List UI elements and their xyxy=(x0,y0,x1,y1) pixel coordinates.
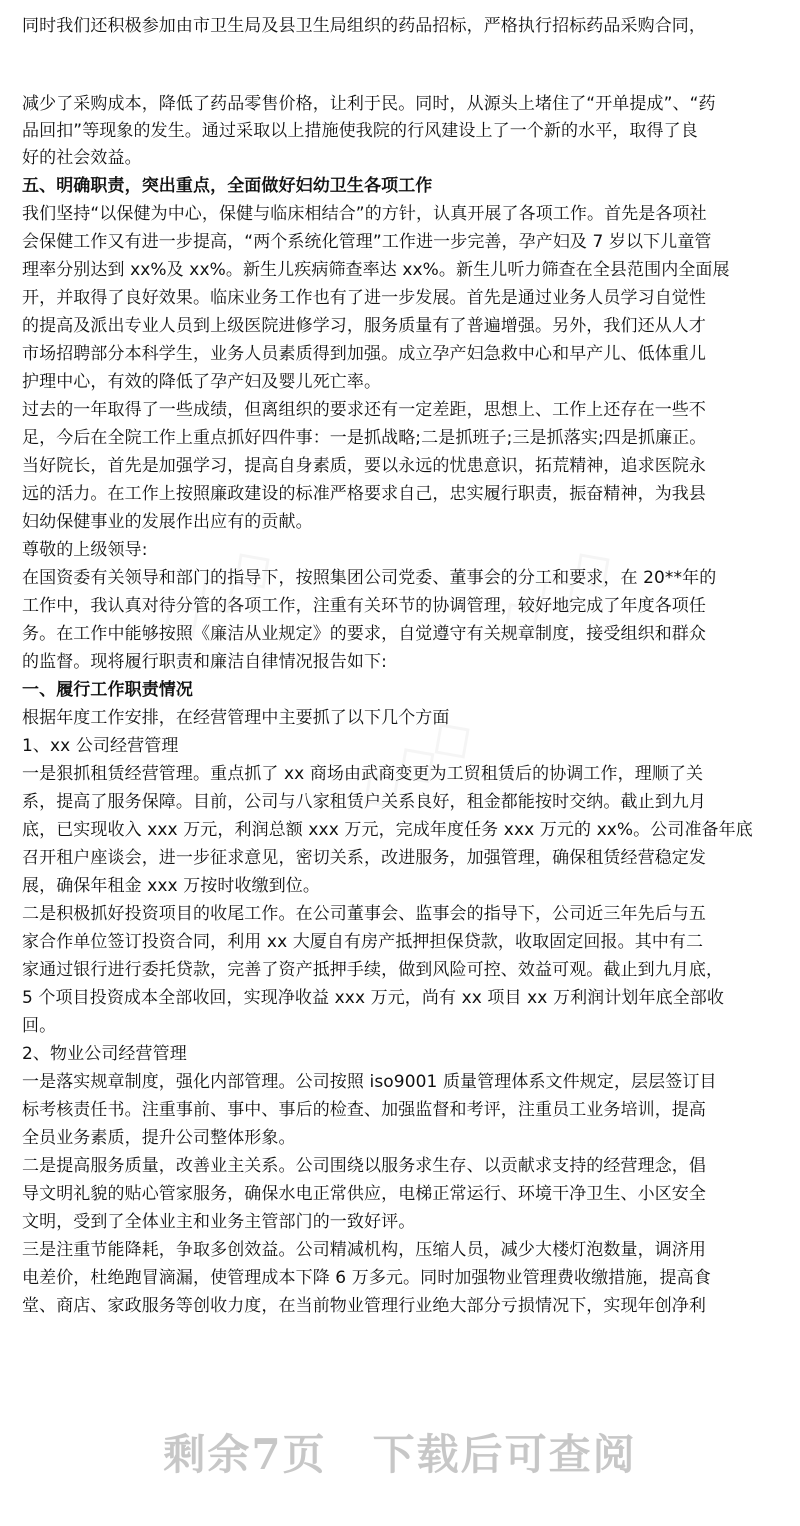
text-line: 展，确保年租金 xxx 万按时收缴到位。 xyxy=(22,876,320,896)
text-line: 减少了采购成本，降低了药品零售价格，让利于民。同时，从源头上堵住了“开单提成”、“药 xyxy=(22,94,716,114)
text-line: 1、xx 公司经营管理 xyxy=(22,736,179,756)
text-line: 开，并取得了良好效果。临床业务工作也有了进一步发展。首先是通过业务人员学习自觉性 xyxy=(22,288,706,308)
text-line: 远的活力。在工作上按照廉政建设的标准严格要求自己，忠实履行职责，振奋精神，为我县 xyxy=(22,484,706,504)
text-line: 全员业务素质，提升公司整体形象。 xyxy=(22,1128,296,1148)
text-line: 二是提高服务质量，改善业主关系。公司围绕以服务求生存、以贡献求支持的经营理念，倡 xyxy=(22,1156,706,1176)
text-line: 根据年度工作安排，在经营管理中主要抓了以下几个方面 xyxy=(22,708,450,728)
text-line: 同时我们还积极参加由市卫生局及县卫生局组织的药品招标，严格执行招标药品采购合同， xyxy=(22,16,706,36)
text-line: 文明，受到了全体业主和业务主管部门的一致好评。 xyxy=(22,1212,416,1232)
text-line: 家通过银行进行委托贷款，完善了资产抵押手续，做到风险可控、效益可观。截止到九月底， xyxy=(22,960,724,980)
remaining-pages-label: 剩余7页 xyxy=(163,1430,327,1479)
partial-top-line xyxy=(22,0,792,5)
text-line: 会保健工作又有进一步提高，“两个系统化管理”工作进一步完善，孕产妇及 7 岁以下儿童管 xyxy=(22,232,712,252)
text-line: 二是积极抓好投资项目的收尾工作。在公司董事会、监事会的指导下，公司近三年先后与五 xyxy=(22,904,706,924)
text-line: 尊敬的上级领导: xyxy=(22,540,148,560)
text-line: 理率分别达到 xx%及 xx%。新生儿疾病筛查率达 xx%。新生儿听力筛查在全县范围内全面展 xyxy=(22,260,730,280)
download-prompt-label: 下载后可查阅 xyxy=(372,1430,637,1479)
text-line: 当好院长，首先是加强学习，提高自身素质，要以永远的忧患意识，拓荒精神，追求医院永 xyxy=(22,456,706,476)
text-line: 底，已实现收入 xxx 万元，利润总额 xxx 万元，完成年度任务 xxx 万元的 xx%。公司准备年底 xyxy=(22,820,753,840)
section-heading: 一、履行工作职责情况 xyxy=(22,680,193,700)
text-line: 一是狠抓租赁经营管理。重点抓了 xx 商场由武商变更为工贸租赁后的协调工作，理顺了关 xyxy=(22,764,704,784)
text-line: 过去的一年取得了一些成绩，但离组织的要求还有一定差距，思想上、工作上还存在一些不 xyxy=(22,400,706,420)
text-line: 一是落实规章制度，强化内部管理。公司按照 iso9001 质量管理体系文件规定，层层签订目 xyxy=(22,1072,717,1092)
section-heading: 五、明确职责，突出重点，全面做好妇幼卫生各项工作 xyxy=(22,176,433,196)
text-line: 5 个项目投资成本全部收回，实现净收益 xxx 万元，尚有 xx 项目 xx 万利润计划年底全部收 xyxy=(22,988,724,1008)
text-line: 2、物业公司经营管理 xyxy=(22,1044,187,1064)
text-line: 务。在工作中能够按照《廉洁从业规定》的要求，自觉遵守有关规章制度，接受组织和群众 xyxy=(22,624,706,644)
text-line: 工作中，我认真对待分管的各项工作，注重有关环节的协调管理，较好地完成了年度各项任 xyxy=(22,596,706,616)
text-line: 三是注重节能降耗，争取多创效益。公司精减机构，压缩人员，减少大楼灯泡数量，调济用 xyxy=(22,1240,706,1260)
text-line: 电差价，杜绝跑冒滴漏，使管理成本下降 6 万多元。同时加强物业管理费收缴措施，提高食 xyxy=(22,1268,711,1288)
text-line: 堂、商店、家政服务等创收力度，在当前物业管理行业绝大部分亏损情况下，实现年创净利 xyxy=(22,1296,706,1316)
text-line: 护理中心，有效的降低了孕产妇及婴儿死亡率。 xyxy=(22,372,382,392)
text-line: 系，提高了服务保障。目前，公司与八家租赁户关系良好，租金都能按时交纳。截止到九月 xyxy=(22,792,706,812)
text-line: 足，今后在全院工作上重点抓好四件事：一是抓战略;二是抓班子;三是抓落实;四是抓廉正。 xyxy=(22,428,707,448)
text-line: 召开租户座谈会，进一步征求意见，密切关系，改进服务，加强管理，确保租赁经营稳定发 xyxy=(22,848,706,868)
download-banner[interactable] xyxy=(0,1422,800,1482)
text-line: 的监督。现将履行职责和廉洁自律情况报告如下: xyxy=(22,652,387,672)
text-line: 导文明礼貌的贴心管家服务，确保水电正常供应，电梯正常运行、环境干净卫生、小区安全 xyxy=(22,1184,706,1204)
text-line: 我们坚持“以保健为中心，保健与临床相结合”的方针，认真开展了各项工作。首先是各项社 xyxy=(22,204,707,224)
text-line: 品回扣”等现象的发生。通过采取以上措施使我院的行风建设上了一个新的水平，取得了良 xyxy=(22,121,698,141)
text-line: 市场招聘部分本科学生，业务人员素质得到加强。成立孕产妇急救中心和早产儿、低体重儿 xyxy=(22,344,706,364)
text-line: 家合作单位签订投资合同，利用 xx 大厦自有房产抵押担保贷款，收取固定回报。其中有二 xyxy=(22,932,704,952)
text-line: 的提高及派出专业人员到上级医院进修学习，服务质量有了普遍增强。另外，我们还从人才 xyxy=(22,316,706,336)
text-line: 标考核责任书。注重事前、事中、事后的检查、加强监督和考评，注重员工业务培训，提高 xyxy=(22,1100,706,1120)
text-line: 妇幼保健事业的发展作出应有的贡献。 xyxy=(22,512,313,532)
text-line: 回。 xyxy=(22,1016,57,1036)
text-line: 在国资委有关领导和部门的指导下，按照集团公司党委、董事会的分工和要求，在 20**年的 xyxy=(22,568,717,588)
text-line: 好的社会效益。 xyxy=(22,148,142,168)
